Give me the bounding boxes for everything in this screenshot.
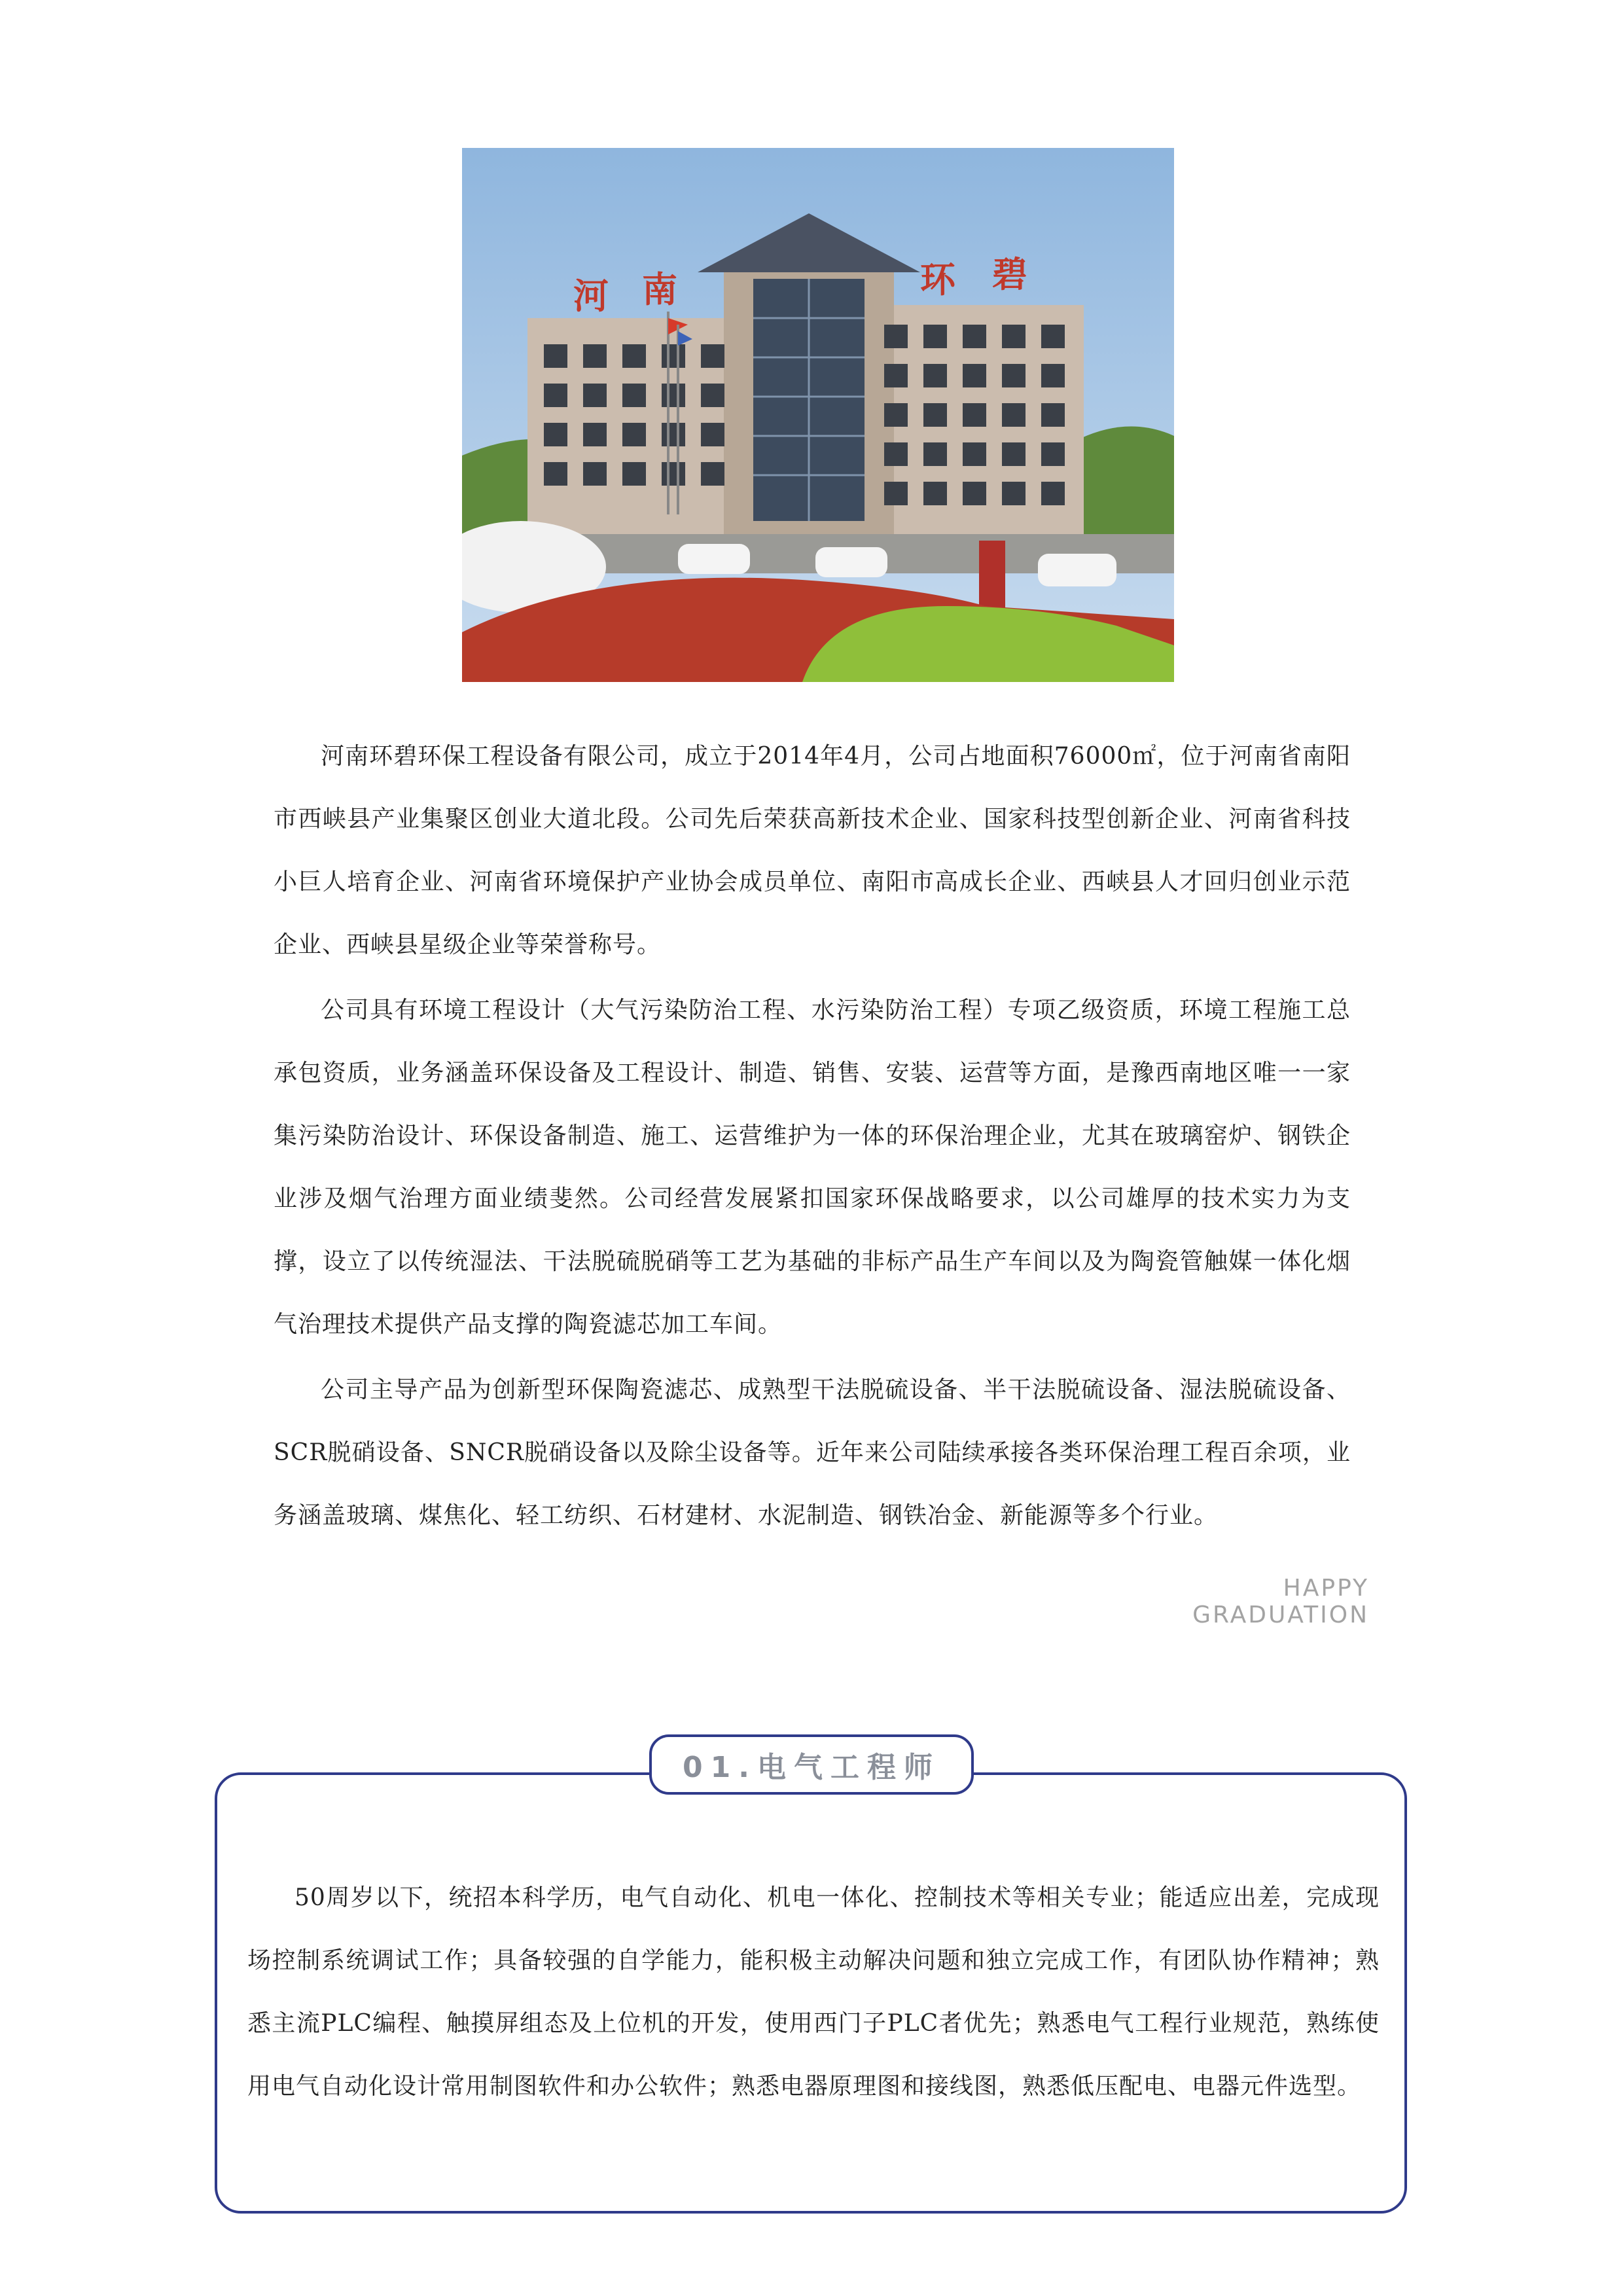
intro-paragraph: 河南环碧环保工程设备有限公司，成立于2014年4月，公司占地面积76000㎡，位于河南省南阳市西峡县产业集聚区创业大道北段。公司先后荣获高新技术企业、国家科技型创新企业、河南省科技小巨人培育企业、河南省环境保护产业协会成员单位、南阳市高成长企业、西峡县人才回归创业示范企业、西峡县星级企业等荣誉称号。 xyxy=(274,743,1351,958)
position-title-tab xyxy=(649,1734,974,1795)
sign-char: 碧 xyxy=(992,253,1027,295)
position-requirements: 50周岁以下，统招本科学历，电气自动化、机电一体化、控制技术等相关专业；能适应出差，完成现场控制系统调试工作；具备较强的自学能力，能积极主动解决问题和独立完成工作，有团队协作精神；熟悉主流PLC编程、触摸屏组态及上位机的开发，使用西门子PLC者优先；熟悉电气工程行业规范，熟练使用电气自动化设计常用制图软件和办公软件；熟悉电器原理图和接线图，熟悉低压配电、电器元件选型。 xyxy=(247,1884,1380,2100)
company-building-photo xyxy=(462,148,1174,682)
building-illustration xyxy=(462,148,1174,682)
sign-char: 环 xyxy=(920,259,955,300)
company-introduction xyxy=(274,725,1351,1547)
position-title: 01.电气工程师 xyxy=(683,1751,940,1784)
tagline: HAPPY GRADUATION xyxy=(1192,1575,1369,1628)
position-description xyxy=(247,1867,1380,2118)
sign-char: 南 xyxy=(642,268,677,310)
intro-paragraph: 公司具有环境工程设计（大气污染防治工程、水污染防治工程）专项乙级资质，环境工程施工总承包资质，业务涵盖环保设备及工程设计、制造、销售、安装、运营等方面，是豫西南地区唯一一家集污染防治设计、环保设备制造、施工、运营维护为一体的环保治理企业，尤其在玻璃窑炉、钢铁企业涉及烟气治理方面业绩斐然。公司经营发展紧扣国家环保战略要求，以公司雄厚的技术实力为支撑，设立了以传统湿法、干法脱硫脱硝等工艺为基础的非标产品生产车间以及为陶瓷管触媒一体化烟气治理技术提供产品支撑的陶瓷滤芯加工车间。 xyxy=(274,997,1351,1338)
sign-char: 河 xyxy=(573,275,609,317)
intro-paragraph: 公司主导产品为创新型环保陶瓷滤芯、成熟型干法脱硫设备、半干法脱硫设备、湿法脱硫设备、SCR脱硝设备、SNCR脱硝设备以及除尘设备等。近年来公司陆续承接各类环保治理工程百余项，业务涵盖玻璃、煤焦化、轻工纺织、石材建材、水泥制造、钢铁冶金、新能源等多个行业。 xyxy=(274,1376,1351,1529)
